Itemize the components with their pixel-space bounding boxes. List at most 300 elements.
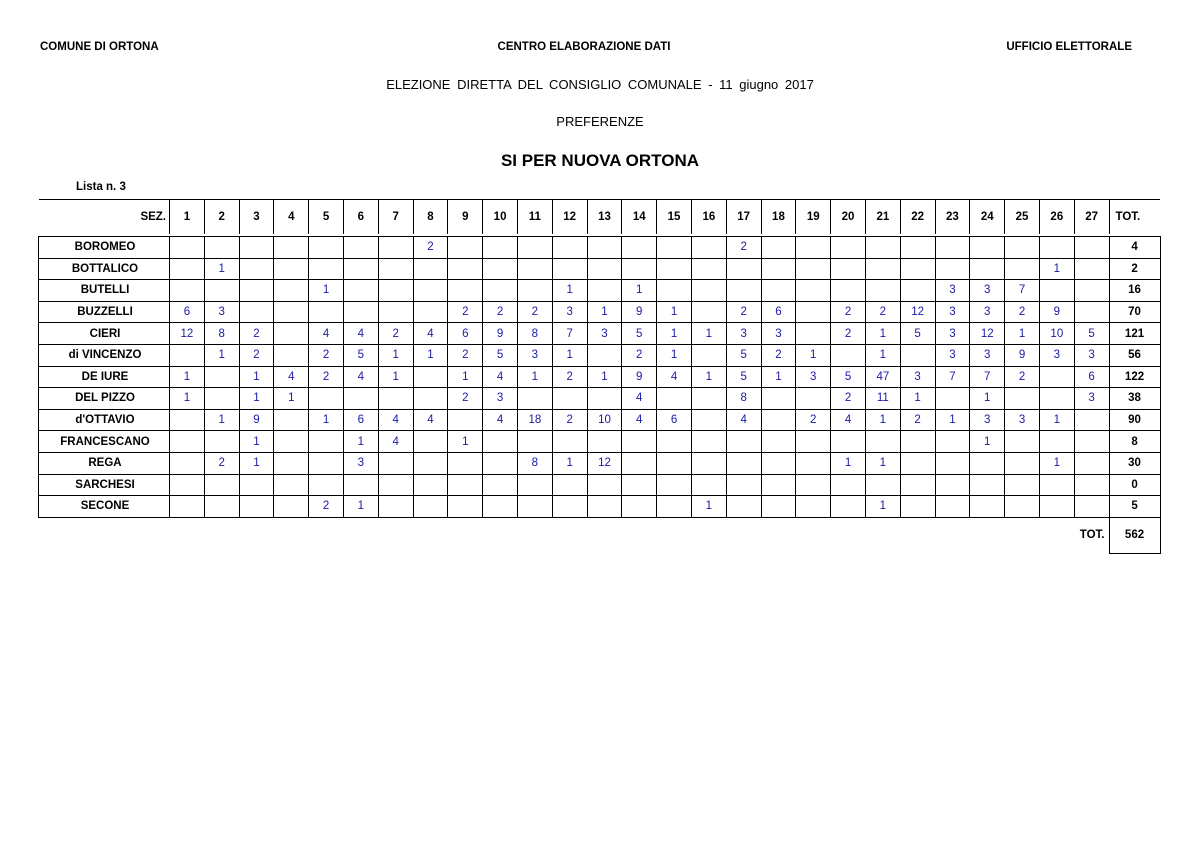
preference-cell: 8: [204, 323, 239, 345]
preference-cell: [413, 366, 448, 388]
preference-cell: [1074, 452, 1109, 474]
preference-cell: [274, 409, 309, 431]
preference-cell: 12: [170, 323, 205, 345]
preference-cell: [448, 258, 483, 280]
preference-cell: [657, 474, 692, 496]
preference-cell: 3: [935, 344, 970, 366]
preference-cell: [274, 280, 309, 302]
preference-cell: 1: [831, 452, 866, 474]
preference-cell: [204, 388, 239, 410]
preference-cell: 7: [1005, 280, 1040, 302]
preference-cell: [726, 258, 761, 280]
preference-cell: 5: [726, 344, 761, 366]
preference-cell: [1039, 474, 1074, 496]
preference-cell: 4: [378, 431, 413, 453]
preference-cell: [170, 474, 205, 496]
preference-cell: [274, 452, 309, 474]
document-subtitle: PREFERENZE: [556, 114, 644, 129]
preference-cell: [448, 409, 483, 431]
preference-cell: 2: [796, 409, 831, 431]
preference-cell: [761, 258, 796, 280]
preference-cell: 3: [970, 409, 1005, 431]
preference-cell: 1: [761, 366, 796, 388]
section-header-21: 21: [865, 200, 900, 235]
section-header-20: 20: [831, 200, 866, 235]
preference-cell: [170, 496, 205, 518]
preference-cell: 6: [657, 409, 692, 431]
preference-cell: 10: [587, 409, 622, 431]
preference-cell: [413, 431, 448, 453]
section-header-16: 16: [691, 200, 726, 235]
preference-cell: 4: [309, 323, 344, 345]
preference-cell: [517, 280, 552, 302]
preference-cell: [448, 452, 483, 474]
candidate-name: BUTELLI: [39, 280, 170, 302]
preference-cell: 12: [900, 301, 935, 323]
preference-cell: [309, 452, 344, 474]
preference-cell: [970, 258, 1005, 280]
section-header-15: 15: [657, 200, 692, 235]
preference-cell: 4: [657, 366, 692, 388]
preference-cell: [1039, 366, 1074, 388]
preference-cell: 2: [761, 344, 796, 366]
preference-cell: 1: [239, 388, 274, 410]
preference-cell: [1039, 496, 1074, 518]
preference-cell: 2: [622, 344, 657, 366]
preference-cell: [796, 431, 831, 453]
preference-cell: 3: [970, 301, 1005, 323]
preference-cell: 3: [204, 301, 239, 323]
preference-cell: [796, 280, 831, 302]
section-header-26: 26: [1039, 200, 1074, 235]
preference-cell: 3: [970, 344, 1005, 366]
section-header-12: 12: [552, 200, 587, 235]
preference-cell: [239, 474, 274, 496]
preference-cell: 3: [761, 323, 796, 345]
section-header-9: 9: [448, 200, 483, 235]
preference-cell: [1005, 258, 1040, 280]
preference-cell: [691, 258, 726, 280]
preference-cell: [552, 474, 587, 496]
candidate-name: DE IURE: [39, 366, 170, 388]
preference-cell: 2: [552, 366, 587, 388]
candidate-total: 90: [1109, 409, 1160, 431]
candidate-name: REGA: [39, 452, 170, 474]
preference-cell: 4: [622, 388, 657, 410]
preference-cell: [274, 496, 309, 518]
preference-cell: [691, 474, 726, 496]
grand-total-row: [39, 517, 1161, 553]
preference-cell: [517, 474, 552, 496]
preference-cell: 1: [204, 344, 239, 366]
preference-cell: [170, 280, 205, 302]
preference-cell: 1: [691, 496, 726, 518]
election-title: ELEZIONE DIRETTA DEL CONSIGLIO COMUNALE - 11 giugno 2017: [386, 77, 814, 92]
candidate-total: 122: [1109, 366, 1160, 388]
preference-cell: [170, 452, 205, 474]
preference-cell: 8: [726, 388, 761, 410]
candidate-name: SARCHESI: [39, 474, 170, 496]
preference-cell: [796, 237, 831, 259]
preference-cell: [761, 496, 796, 518]
preference-cell: [587, 496, 622, 518]
preference-cell: [413, 496, 448, 518]
preference-cell: 9: [1005, 344, 1040, 366]
preference-cell: [657, 496, 692, 518]
preference-cell: 12: [970, 323, 1005, 345]
candidate-name: BUZZELLI: [39, 301, 170, 323]
preference-cell: 1: [204, 409, 239, 431]
preference-cell: 6: [170, 301, 205, 323]
preference-cell: [274, 301, 309, 323]
preference-cell: [622, 237, 657, 259]
section-header-19: 19: [796, 200, 831, 235]
preference-cell: 2: [448, 301, 483, 323]
table-row: [39, 409, 1161, 431]
preference-cell: 2: [552, 409, 587, 431]
table-row: [39, 474, 1161, 496]
preference-cell: [691, 431, 726, 453]
preference-cell: [204, 474, 239, 496]
preference-cell: [274, 237, 309, 259]
table-row: [39, 237, 1161, 259]
preference-cell: [796, 496, 831, 518]
preference-cell: [378, 237, 413, 259]
preference-cell: [970, 474, 1005, 496]
preference-cell: 1: [170, 388, 205, 410]
preference-cell: [935, 237, 970, 259]
preference-cell: 1: [517, 366, 552, 388]
preference-cell: 2: [900, 409, 935, 431]
preference-cell: [587, 280, 622, 302]
preference-cell: 1: [239, 452, 274, 474]
preference-cell: [483, 280, 518, 302]
table-row: [39, 452, 1161, 474]
preference-cell: [448, 474, 483, 496]
preference-cell: 4: [831, 409, 866, 431]
preference-cell: [691, 301, 726, 323]
grand-total-label: TOT.: [1079, 529, 1105, 542]
preference-cell: 8: [517, 323, 552, 345]
preference-cell: [657, 452, 692, 474]
preference-cell: [796, 474, 831, 496]
preference-cell: 1: [343, 496, 378, 518]
candidate-name: SECONE: [39, 496, 170, 518]
preference-cell: [170, 258, 205, 280]
preference-cell: 3: [796, 366, 831, 388]
preference-cell: 6: [1074, 366, 1109, 388]
preference-cell: 4: [483, 366, 518, 388]
preference-cell: [796, 301, 831, 323]
preference-cell: [204, 280, 239, 302]
preference-cell: [691, 452, 726, 474]
preference-cell: [1074, 280, 1109, 302]
section-header-8: 8: [413, 200, 448, 235]
preference-cell: [1005, 237, 1040, 259]
preference-cell: [691, 344, 726, 366]
candidate-total: 56: [1109, 344, 1160, 366]
preference-cell: 2: [865, 301, 900, 323]
preference-cell: 5: [726, 366, 761, 388]
preference-cell: 4: [726, 409, 761, 431]
preference-cell: 9: [1039, 301, 1074, 323]
preference-cell: 1: [170, 366, 205, 388]
preference-cell: [343, 280, 378, 302]
preference-cell: [831, 258, 866, 280]
total-header: TOT.: [1109, 200, 1160, 235]
preference-cell: [483, 452, 518, 474]
preference-cell: [204, 431, 239, 453]
preference-cell: 1: [796, 344, 831, 366]
preference-cell: 1: [552, 344, 587, 366]
preference-cell: [761, 280, 796, 302]
preference-cell: [309, 301, 344, 323]
preference-cell: 3: [1039, 344, 1074, 366]
section-header-1: 1: [170, 200, 205, 235]
preference-cell: [1005, 474, 1040, 496]
preference-cell: [900, 496, 935, 518]
preference-cell: [448, 280, 483, 302]
preference-cell: 1: [448, 431, 483, 453]
preference-cell: [204, 237, 239, 259]
candidate-name: d'OTTAVIO: [39, 409, 170, 431]
preference-cell: 1: [865, 323, 900, 345]
preference-cell: [587, 258, 622, 280]
preference-cell: [204, 496, 239, 518]
preference-cell: [343, 237, 378, 259]
preference-cell: [900, 474, 935, 496]
preference-cell: [761, 431, 796, 453]
preference-cell: [831, 431, 866, 453]
section-header-23: 23: [935, 200, 970, 235]
preference-cell: 5: [343, 344, 378, 366]
preference-cell: 6: [761, 301, 796, 323]
preference-cell: [726, 474, 761, 496]
preference-cell: 11: [865, 388, 900, 410]
candidate-total: 0: [1109, 474, 1160, 496]
preference-cell: 2: [378, 323, 413, 345]
table-row: [39, 258, 1161, 280]
preference-cell: [170, 344, 205, 366]
preference-cell: [657, 388, 692, 410]
preference-cell: 4: [413, 409, 448, 431]
preference-cell: 2: [413, 237, 448, 259]
preference-cell: 2: [831, 301, 866, 323]
preference-cell: [900, 258, 935, 280]
preference-cell: [204, 366, 239, 388]
preference-cell: 4: [413, 323, 448, 345]
preference-cell: [274, 474, 309, 496]
preference-cell: [413, 452, 448, 474]
preference-cell: 5: [622, 323, 657, 345]
preference-cell: 2: [204, 452, 239, 474]
preference-cell: 2: [831, 388, 866, 410]
preference-cell: [1074, 474, 1109, 496]
preference-cell: [448, 496, 483, 518]
preference-cell: [1039, 388, 1074, 410]
preference-cell: 9: [622, 366, 657, 388]
preference-cell: [483, 431, 518, 453]
candidate-total: 5: [1109, 496, 1160, 518]
preference-cell: [587, 474, 622, 496]
preference-cell: [552, 388, 587, 410]
preference-cell: [900, 452, 935, 474]
preference-cell: [622, 496, 657, 518]
candidate-name: di VINCENZO: [39, 344, 170, 366]
preference-cell: [170, 409, 205, 431]
preferences-table-body: [39, 200, 1161, 554]
preference-cell: [274, 431, 309, 453]
preference-cell: 5: [1074, 323, 1109, 345]
preference-cell: 2: [726, 301, 761, 323]
preference-cell: [309, 237, 344, 259]
preference-cell: 1: [448, 366, 483, 388]
preference-cell: [622, 258, 657, 280]
preference-cell: [274, 323, 309, 345]
preference-cell: 1: [970, 388, 1005, 410]
preference-cell: 12: [587, 452, 622, 474]
header-row: [39, 200, 1161, 235]
preference-cell: [378, 258, 413, 280]
preference-cell: [796, 258, 831, 280]
section-header-18: 18: [761, 200, 796, 235]
preference-cell: 1: [309, 280, 344, 302]
candidate-total: 2: [1109, 258, 1160, 280]
sections-label: SEZ.: [39, 200, 170, 235]
preference-cell: [935, 474, 970, 496]
section-header-24: 24: [970, 200, 1005, 235]
preference-cell: [761, 474, 796, 496]
preference-cell: [761, 409, 796, 431]
header-electoral-office: UFFICIO ELETTORALE: [1006, 41, 1132, 53]
preference-cell: [483, 258, 518, 280]
preference-cell: [1074, 496, 1109, 518]
list-name: SI PER NUOVA ORTONA: [500, 151, 700, 170]
preference-cell: [865, 280, 900, 302]
preference-cell: 3: [900, 366, 935, 388]
preference-cell: [413, 258, 448, 280]
preference-cell: [239, 280, 274, 302]
section-header-7: 7: [378, 200, 413, 235]
preference-cell: 3: [1074, 344, 1109, 366]
preference-cell: 2: [483, 301, 518, 323]
preference-cell: [483, 474, 518, 496]
preference-cell: [831, 496, 866, 518]
preference-cell: [343, 388, 378, 410]
candidate-total: 4: [1109, 237, 1160, 259]
preference-cell: [309, 388, 344, 410]
preference-cell: [1074, 258, 1109, 280]
preference-cell: [517, 431, 552, 453]
preference-cell: [274, 344, 309, 366]
preference-cell: 1: [865, 344, 900, 366]
preference-cell: 1: [309, 409, 344, 431]
preference-cell: 10: [1039, 323, 1074, 345]
preference-cell: [970, 452, 1005, 474]
preference-cell: [552, 431, 587, 453]
preference-cell: [1005, 452, 1040, 474]
preference-cell: 1: [239, 366, 274, 388]
preference-cell: [622, 452, 657, 474]
preference-cell: [796, 388, 831, 410]
preference-cell: 1: [239, 431, 274, 453]
preference-cell: [691, 280, 726, 302]
preference-cell: [691, 237, 726, 259]
preference-cell: 1: [1039, 452, 1074, 474]
section-header-5: 5: [309, 200, 344, 235]
candidate-name: BOTTALICO: [39, 258, 170, 280]
table-row: [39, 431, 1161, 453]
preference-cell: [935, 452, 970, 474]
table-row: [39, 301, 1161, 323]
preference-cell: 4: [343, 323, 378, 345]
preference-cell: [309, 431, 344, 453]
preference-cell: [900, 280, 935, 302]
preference-cell: [900, 237, 935, 259]
preference-cell: 3: [517, 344, 552, 366]
preference-cell: 2: [831, 323, 866, 345]
preference-cell: 2: [239, 344, 274, 366]
preference-cell: 1: [622, 280, 657, 302]
preference-cell: 1: [657, 301, 692, 323]
preference-cell: [900, 431, 935, 453]
preference-cell: [1005, 431, 1040, 453]
preference-cell: [483, 496, 518, 518]
preference-cell: 6: [448, 323, 483, 345]
preference-cell: 1: [1039, 409, 1074, 431]
preference-cell: [935, 388, 970, 410]
preference-cell: [587, 237, 622, 259]
section-header-2: 2: [204, 200, 239, 235]
preference-cell: [517, 496, 552, 518]
preference-cell: 3: [1074, 388, 1109, 410]
preference-cell: 9: [622, 301, 657, 323]
preference-cell: 5: [831, 366, 866, 388]
preference-cell: [378, 301, 413, 323]
preference-cell: [796, 323, 831, 345]
preference-cell: 4: [483, 409, 518, 431]
preference-cell: [1039, 237, 1074, 259]
section-header-27: 27: [1074, 200, 1109, 235]
preference-cell: 4: [622, 409, 657, 431]
table-row: [39, 388, 1161, 410]
preference-cell: [831, 344, 866, 366]
preference-cell: 1: [274, 388, 309, 410]
candidate-total: 8: [1109, 431, 1160, 453]
preference-cell: 1: [413, 344, 448, 366]
preference-cell: [796, 452, 831, 474]
table-row: [39, 366, 1161, 388]
preference-cell: [1074, 301, 1109, 323]
preference-cell: 7: [935, 366, 970, 388]
preference-cell: 1: [343, 431, 378, 453]
preference-cell: 1: [657, 323, 692, 345]
preference-cell: 4: [274, 366, 309, 388]
preference-cell: 2: [726, 237, 761, 259]
preference-cell: [831, 474, 866, 496]
preference-cell: [865, 431, 900, 453]
preference-cell: 4: [343, 366, 378, 388]
preference-cell: 1: [657, 344, 692, 366]
preference-cell: [1074, 409, 1109, 431]
section-header-22: 22: [900, 200, 935, 235]
preference-cell: 18: [517, 409, 552, 431]
preference-cell: 2: [309, 366, 344, 388]
grand-total-value: 562: [1109, 517, 1160, 553]
preference-cell: [726, 280, 761, 302]
preference-cell: [691, 409, 726, 431]
preference-cell: 3: [935, 301, 970, 323]
